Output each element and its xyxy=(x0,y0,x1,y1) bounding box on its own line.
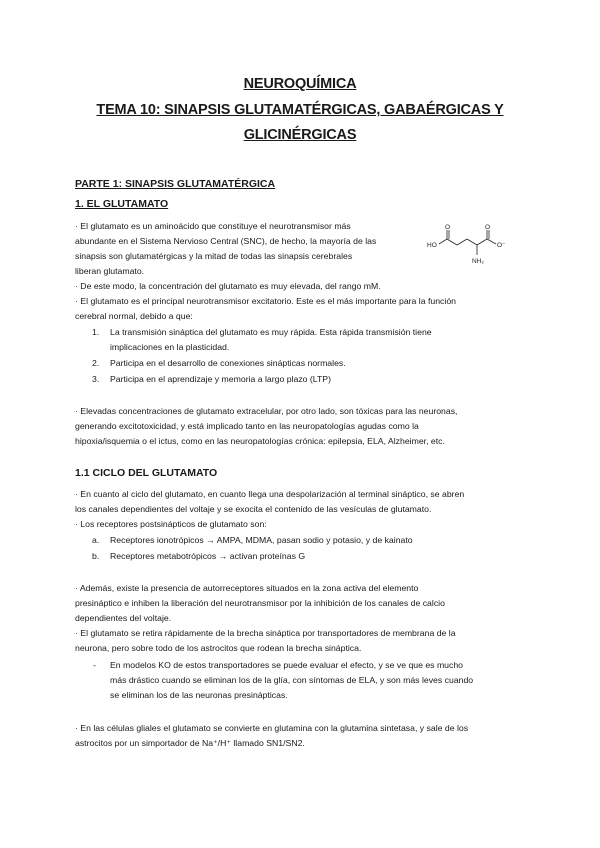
topic-title-line2: GLICINÉRGICAS xyxy=(243,127,357,143)
glutamate-structure-icon xyxy=(425,222,525,268)
course-title: NEUROQUÍMICA xyxy=(243,76,357,92)
list-item: Participa en el aprendizaje y memoria a largo plazo (LTP) xyxy=(110,374,331,384)
topic-title-line1: TEMA 10: SINAPSIS GLUTAMATÉRGICAS, GABAÉRGICAS Y xyxy=(96,102,504,118)
oxygen-label: O xyxy=(445,224,451,231)
text-line: cerebral normal, debido a que: xyxy=(75,311,193,321)
list-item: implicaciones en la plasticidad. xyxy=(110,342,230,352)
text-line: astrocitos por un simportador de Na⁺/H⁺ llamado SN1/SN2. xyxy=(75,738,305,748)
list-number: 1. xyxy=(92,327,100,337)
section-title-glutamato: 1. EL GLUTAMATO xyxy=(75,198,169,210)
amino-label: NH₂ xyxy=(472,258,484,265)
text-line: · En cuanto al ciclo del glutamato, en cuanto llega una despolarización al terminal sináptico, se abren xyxy=(75,489,465,499)
list-item: La transmisión sináptica del glutamato es muy rápida. Esta rápida transmisión tiene xyxy=(110,327,432,337)
text-line: sinapsis son glutamatérgicas y la mitad de todas las sinapsis cerebrales xyxy=(75,251,353,261)
section-title-ciclo: 1.1 CICLO DEL GLUTAMATO xyxy=(75,467,218,479)
list-item: Participa en el desarrollo de conexiones sinápticas normales. xyxy=(110,358,346,368)
list-letter: b. xyxy=(92,551,100,561)
list-item: Receptores metabotrópicos → activan proteínas G xyxy=(110,551,306,561)
list-item: se eliminan los de las neuronas presinápticas. xyxy=(110,690,288,700)
text-line: los canales dependientes del voltaje y se exocita el contenido de las vesículas de glutamato. xyxy=(75,504,432,514)
carboxylate-label: O⁻ xyxy=(497,242,506,249)
hydroxyl-label: HO xyxy=(427,242,437,249)
text-line: · El glutamato se retira rápidamente de la brecha sináptica por transportadores de membrana de la xyxy=(75,628,456,638)
text-line: · De este modo, la concentración del glutamato es muy elevada, del rango mM. xyxy=(75,281,381,291)
text-line: · Además, existe la presencia de autorreceptores situados en la zona activa del elemento xyxy=(75,583,419,593)
text-line: · Los receptores postsinápticos de glutamato son: xyxy=(75,519,267,529)
text-line: dependientes del voltaje. xyxy=(75,613,172,623)
text-line: · El glutamato es un aminoácido que constituye el neurotransmisor más xyxy=(75,221,351,231)
text-line: · El glutamato es el principal neurotransmisor excitatorio. Este es el más importante para la función xyxy=(75,296,456,306)
text-line: · En las células gliales el glutamato se convierte en glutamina con la glutamina sintetasa, y sale de los xyxy=(75,723,469,733)
list-number: 2. xyxy=(92,358,100,368)
text-line: presináptico e inhiben la liberación del neurotransmisor por la inhibición de los canales de calcio xyxy=(75,598,445,608)
text-line: neurona, pero sobre todo de los astrocitos que rodean la brecha sináptica. xyxy=(75,643,362,653)
text-line: generando excitotoxicidad, y está implicado tanto en las neuropatologías agudas como la xyxy=(75,421,419,431)
part-title: PARTE 1: SINAPSIS GLUTAMATÉRGICA xyxy=(75,178,276,190)
text-line: · Elevadas concentraciones de glutamato extracelular, por otro lado, son tóxicas para las neuronas, xyxy=(75,406,458,416)
list-item: más drástico cuando se eliminan los de la glía, con síntomas de ELA, y son más leves cuando xyxy=(110,675,474,685)
text-line: liberan glutamato. xyxy=(75,266,145,276)
list-number: 3. xyxy=(92,374,100,384)
list-letter: a. xyxy=(92,535,100,545)
oxygen-label: O xyxy=(485,224,491,231)
text-line: abundante en el Sistema Nervioso Central (SNC), de hecho, la mayoría de las xyxy=(75,236,377,246)
text-line: hipoxia/isquemia o el ictus, como en las neuropatologías crónica: epilepsia, ELA, Alzheimer, etc. xyxy=(75,436,445,446)
list-item: En modelos KO de estos transportadores se puede evaluar el efecto, y se ve que es mucho xyxy=(110,660,464,670)
list-dash: - xyxy=(93,660,96,670)
list-item: Receptores ionotrópicos → AMPA, MDMA, pasan sodio y potasio, y de kainato xyxy=(110,535,413,545)
